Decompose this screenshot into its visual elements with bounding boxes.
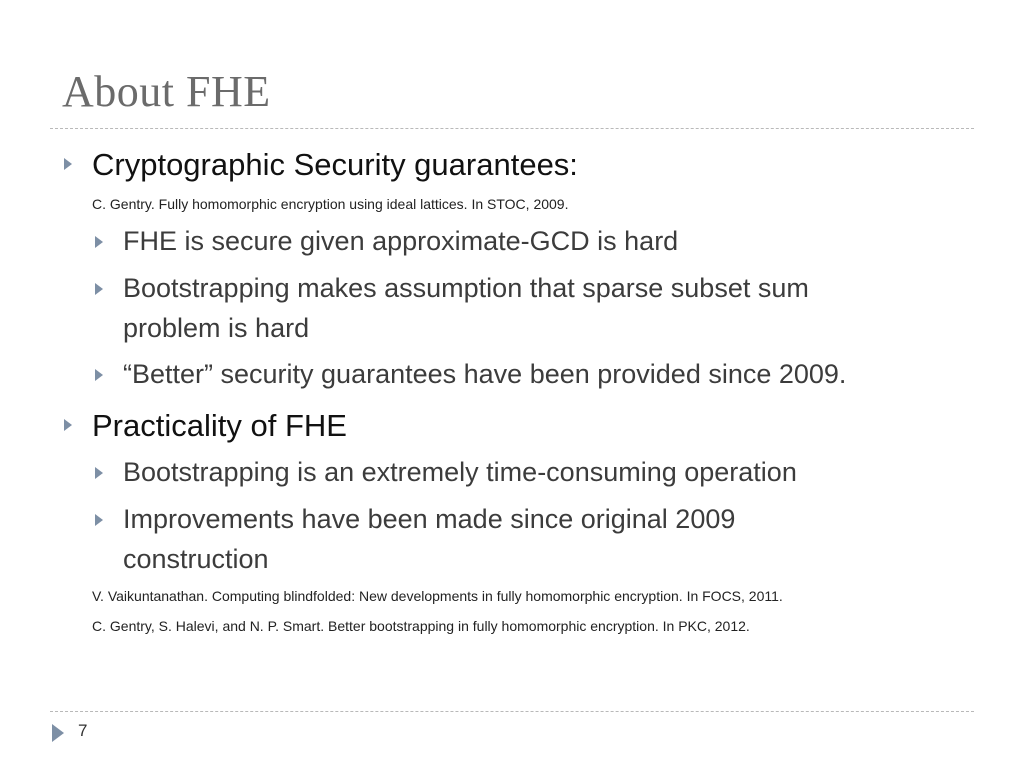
- section1-citation: C. Gentry. Fully homomorphic encryption using ideal lattices. In STOC, 2009.: [92, 196, 569, 212]
- reference-1: V. Vaikuntanathan. Computing blindfolded: New developments in fully homomorphic encryption. In FOCS, 2011.: [92, 588, 783, 604]
- section2-heading: Practicality of FHE: [92, 408, 347, 443]
- footer-divider: [50, 711, 974, 712]
- section2-item-1: Bootstrapping is an extremely time-consuming operation: [123, 457, 797, 487]
- section1-heading: Cryptographic Security guarantees:: [92, 147, 578, 182]
- section1-item-2: Bootstrapping makes assumption that sparse subset sum problem is hard: [123, 273, 809, 343]
- page-number: 7: [78, 721, 88, 740]
- section2-item-2: Improvements have been made since original 2009 construction: [123, 504, 736, 574]
- triangle-bullet-icon: [64, 419, 72, 431]
- triangle-bullet-icon: [95, 283, 103, 295]
- reference-2: C. Gentry, S. Halevi, and N. P. Smart. Better bootstrapping in fully homomorphic encryption. In PKC, 2012.: [92, 618, 750, 634]
- triangle-bullet-icon: [95, 514, 103, 526]
- section1-item-1: FHE is secure given approximate-GCD is hard: [123, 226, 679, 256]
- slide-title: About FHE: [62, 67, 271, 116]
- title-divider: [50, 128, 974, 129]
- footer-triangle-icon: [52, 724, 64, 742]
- triangle-bullet-icon: [95, 236, 103, 248]
- section1-item-3: “Better” security guarantees have been provided since 2009.: [123, 359, 847, 389]
- triangle-bullet-icon: [95, 467, 103, 479]
- triangle-bullet-icon: [64, 158, 72, 170]
- triangle-bullet-icon: [95, 369, 103, 381]
